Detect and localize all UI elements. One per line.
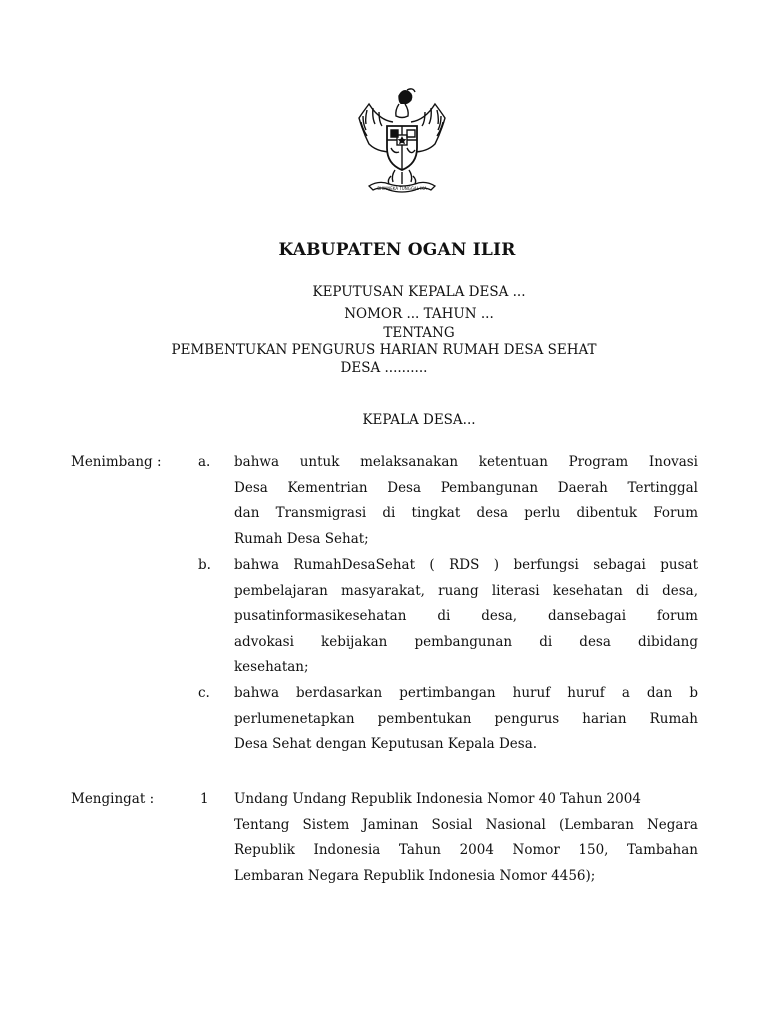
text-line: advokasi kebijakan pembangunan di desa dibidang — [234, 633, 698, 650]
text-line: dan Transmigrasi di tingkat desa perlu dibentuk Forum — [234, 505, 698, 522]
text-line: Tentang Sistem Jaminan Sosial Nasional (Lembaran Negara — [234, 816, 698, 833]
consideration-mark-a: a. — [198, 454, 211, 470]
consideration-a — [234, 450, 698, 552]
text-line: bahwa berdasarkan pertimbangan huruf huruf a dan b — [234, 685, 698, 701]
decree-line: KEPUTUSAN KEPALA DESA ... — [312, 284, 526, 300]
emblem-motto: BHINNEKA TUNGGAL IKA — [377, 186, 427, 191]
text-line: Rumah Desa Sehat; — [234, 530, 369, 547]
menimbang-label: Menimbang : — [71, 454, 162, 470]
text-line: pusatinformasikesehatan di desa, dansebagai forum — [234, 608, 698, 625]
number-line: NOMOR ... TAHUN ... — [344, 306, 494, 322]
text-line: bahwa untuk melaksanakan ketentuan Program Inovasi — [234, 454, 698, 470]
consideration-mark-b: b. — [198, 557, 211, 573]
text-line: Desa Kementrian Desa Pembangunan Daerah Tertinggal — [234, 479, 698, 496]
reference-1 — [234, 787, 698, 889]
consideration-c — [234, 681, 698, 758]
mengingat-label: Mengingat : — [71, 791, 155, 807]
reference-mark-1: 1 — [200, 791, 209, 807]
text-line: pembelajaran masyarakat, ruang literasi kesehatan di desa, — [234, 582, 698, 599]
consideration-b — [234, 553, 698, 681]
subject-line: PEMBENTUKAN PENGURUS HARIAN RUMAH DESA SEHAT — [171, 342, 597, 358]
text-line: bahwa RumahDesaSehat ( RDS ) berfungsi sebagai pusat — [234, 557, 698, 573]
village-line: DESA .......... — [340, 360, 428, 376]
garuda-emblem-icon — [355, 86, 449, 200]
text-line: Republik Indonesia Tahun 2004 Nomor 150, Tambahan — [234, 842, 698, 859]
regency-title: KABUPATEN OGAN ILIR — [278, 240, 516, 260]
text-line: Undang Undang Republik Indonesia Nomor 40 Tahun 2004 — [234, 791, 641, 807]
text-line: perlumenetapkan pembentukan pengurus harian Rumah — [234, 710, 698, 727]
about-line: TENTANG — [383, 325, 455, 341]
text-line: Lembaran Negara Republik Indonesia Nomor 4456); — [234, 867, 596, 884]
text-line: Desa Sehat dengan Keputusan Kepala Desa. — [234, 736, 538, 753]
issuer-line: KEPALA DESA... — [362, 412, 476, 428]
text-line: kesehatan; — [234, 659, 309, 676]
consideration-mark-c: c. — [198, 685, 210, 701]
